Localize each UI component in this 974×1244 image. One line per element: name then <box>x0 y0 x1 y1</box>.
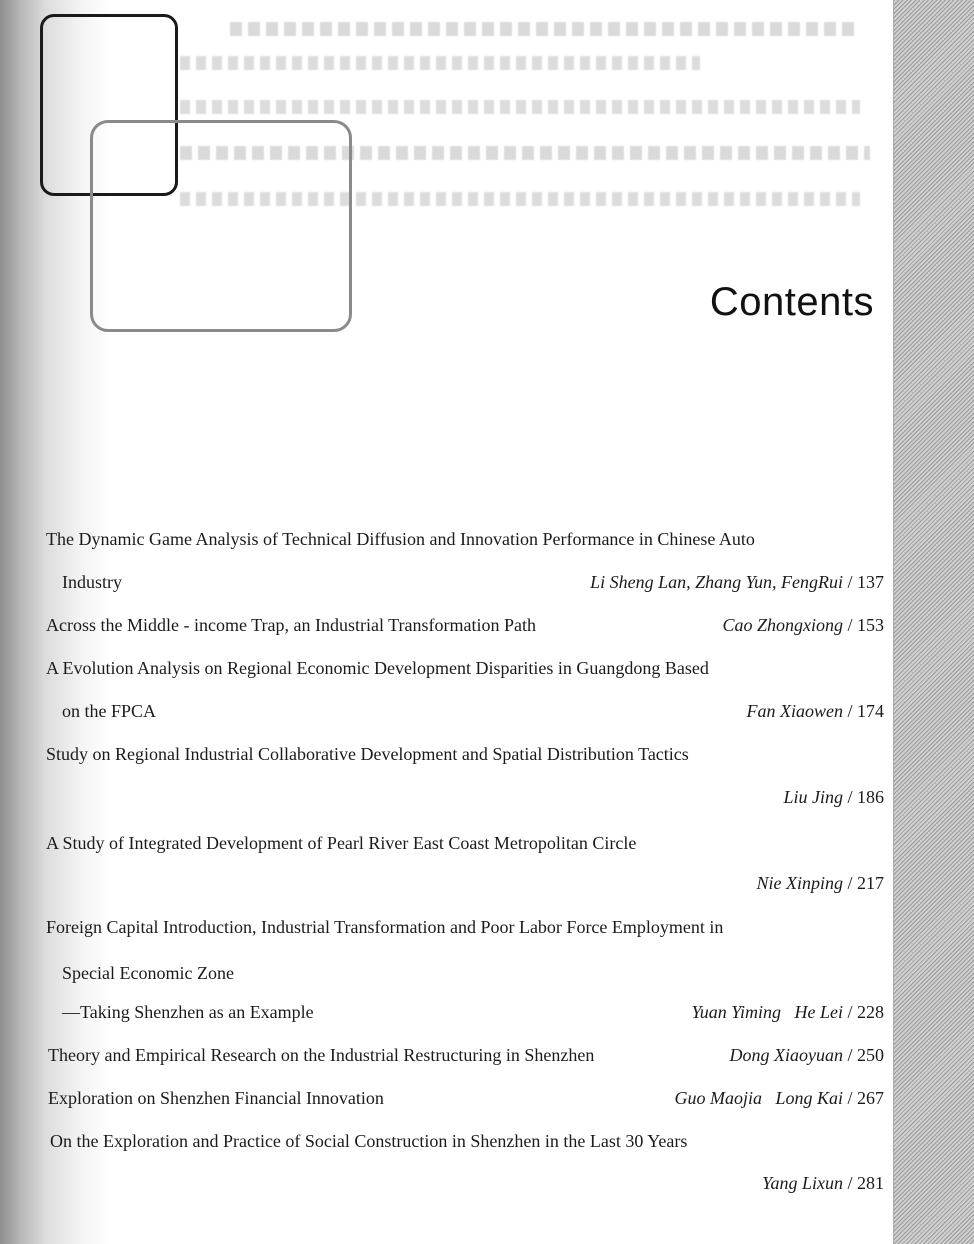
toc-entry-page: 153 <box>857 615 884 635</box>
toc-entry-title-text: on the FPCA <box>62 701 157 721</box>
show-through-text <box>180 56 700 70</box>
toc-entry-title-text: Study on Regional Industrial Collaborative Development and Spatial Distribution Tactics <box>46 744 689 764</box>
toc-entry-page: 267 <box>857 1088 884 1108</box>
toc-entry-authors: Dong Xiaoyuan <box>729 1045 843 1065</box>
toc-entry-authors: Liu Jing <box>783 787 843 807</box>
show-through-text <box>230 22 860 36</box>
toc-entry-title-text: Across the Middle - income Trap, an Industrial Transformation Path <box>46 615 536 635</box>
toc-entry-page: 137 <box>857 572 884 592</box>
toc-entry-title <box>0 742 884 766</box>
toc-entry-authors: Guo Maojia Long Kai <box>674 1088 843 1108</box>
toc-entry-authors: Li Sheng Lan, Zhang Yun, FengRui <box>590 572 843 592</box>
toc-entry-title-text: A Evolution Analysis on Regional Economic Development Disparities in Guangdong Based <box>46 658 709 678</box>
toc-entry-title-text: On the Exploration and Practice of Social Construction in Shenzhen in the Last 30 Years <box>50 1131 688 1151</box>
toc-entry-page: 186 <box>857 787 884 807</box>
toc-entry-authors: Fan Xiaowen <box>746 701 843 721</box>
toc-entry-title-text: Exploration on Shenzhen Financial Innovation <box>48 1088 384 1108</box>
toc-entry-authors: Nie Xinping <box>756 873 843 893</box>
toc-entry-title-text: —Taking Shenzhen as an Example <box>62 1002 314 1022</box>
toc-entry-line: Theory and Empirical Research on the Industrial Restructuring in Shenzhen Dong Xiaoyuan / 250 <box>48 1045 884 1065</box>
toc-entry-line: Nie Xinping / 217 <box>756 873 884 893</box>
toc-entry-authors: Yang Lixun <box>762 1173 843 1193</box>
toc-entry-title <box>0 961 884 985</box>
toc-entry-page: 250 <box>857 1045 884 1065</box>
toc-entry-title-text: A Study of Integrated Development of Pearl River East Coast Metropolitan Circle <box>46 833 637 853</box>
toc-entry-page: 174 <box>857 701 884 721</box>
toc-entry-line: Yang Lixun / 281 <box>762 1173 884 1193</box>
toc-entry-title <box>0 1129 884 1153</box>
toc-entry-title <box>0 915 884 939</box>
toc-entry-line: Liu Jing / 186 <box>783 787 884 807</box>
toc-entry-page: 281 <box>857 1173 884 1193</box>
toc-entry-title <box>0 831 884 855</box>
page-edge-shadow <box>893 0 974 1244</box>
toc-entry-line: Exploration on Shenzhen Financial Innovation Guo Maojia Long Kai / 267 <box>48 1088 884 1108</box>
toc-entry-title-text: Foreign Capital Introduction, Industrial Transformation and Poor Labor Force Employment in <box>46 917 724 937</box>
toc-entry-line: on the FPCA Fan Xiaowen / 174 <box>62 701 884 721</box>
toc-entry-title-text: Theory and Empirical Research on the Industrial Restructuring in Shenzhen <box>48 1045 595 1065</box>
toc-entry-authors: Cao Zhongxiong <box>722 615 843 635</box>
toc-entry-line: Across the Middle - income Trap, an Industrial Transformation Path Cao Zhongxiong / 153 <box>46 615 884 635</box>
toc-entry-title-text: Special Economic Zone <box>62 963 234 983</box>
toc-entry-page: 217 <box>857 873 884 893</box>
toc-entry-page: 228 <box>857 1002 884 1022</box>
toc-entry-line: —Taking Shenzhen as an Example Yuan Yiming He Lei / 228 <box>62 1002 884 1022</box>
toc-entry-title-text: The Dynamic Game Analysis of Technical Diffusion and Innovation Performance in Chinese Auto <box>46 529 755 549</box>
toc-entry-title <box>0 527 884 551</box>
toc-entry-authors: Yuan Yiming He Lei <box>691 1002 843 1022</box>
decorative-gray-frame <box>90 120 352 332</box>
toc-entry-title-text: Industry <box>62 572 122 592</box>
toc-entry-line: Industry Li Sheng Lan, Zhang Yun, FengRui / 137 <box>62 572 884 592</box>
toc-entry-title <box>0 656 884 680</box>
page-title: Contents <box>709 280 874 324</box>
show-through-text <box>180 100 860 114</box>
